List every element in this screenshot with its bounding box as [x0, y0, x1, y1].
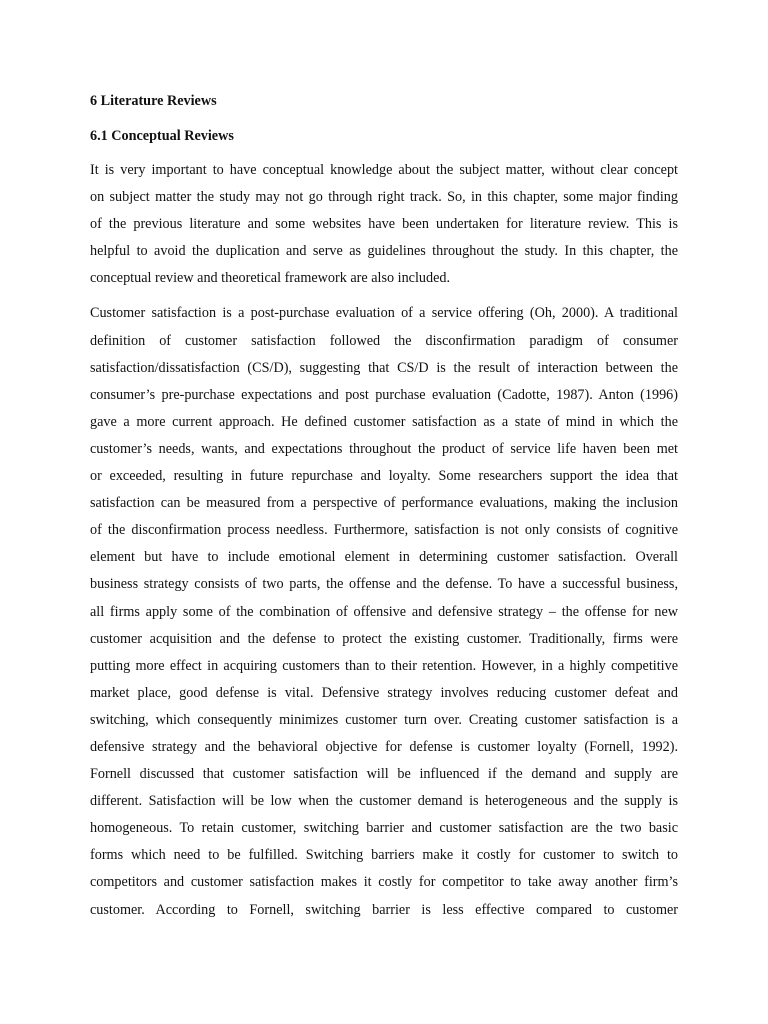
text-line: satisfaction can be measured from a perspective of performance evaluations, making the inclusion [90, 495, 678, 512]
text-line: conceptual review and theoretical framework are also included. [90, 270, 451, 287]
text-line: on subject matter the study may not go through right track. So, in this chapter, some major finding [90, 189, 678, 206]
text-line: customer acquisition and the defense to protect the existing customer. Traditionally, firms were [90, 630, 678, 647]
text-line: customer. According to Fornell, switching barrier is less effective compared to customer [90, 901, 678, 918]
text-line: Customer satisfaction is a post-purchase evaluation of a service offering (Oh, 2000). A traditional [90, 305, 678, 322]
text-line: business strategy consists of two parts, the offense and the defense. To have a successful business, [90, 576, 678, 593]
text-line: forms which need to be fulfilled. Switching barriers make it costly for customer to switch to [90, 847, 678, 864]
section-heading: 6 Literature Reviews [90, 93, 217, 109]
text-line: Fornell discussed that customer satisfaction will be influenced if the demand and supply are [90, 766, 678, 783]
text-line: defensive strategy and the behavioral objective for defense is customer loyalty (Fornell, 1992). [90, 738, 678, 755]
subsection-heading: 6.1 Conceptual Reviews [90, 128, 234, 144]
text-line: or exceeded, resulting in future repurchase and loyalty. Some researchers support the idea that [90, 468, 678, 485]
text-line: helpful to avoid the duplication and serve as guidelines throughout the study. In this chapter, the [90, 243, 678, 260]
document-body [90, 89, 678, 924]
text-line: customer’s needs, wants, and expectations throughout the product of service life haven been met [90, 440, 678, 457]
text-line: definition of customer satisfaction followed the disconfirmation paradigm of consumer [90, 332, 678, 349]
text-line: of the previous literature and some websites have been undertaken for literature review. This is [90, 216, 678, 233]
text-line: gave a more current approach. He defined customer satisfaction as a state of mind in which the [90, 413, 678, 430]
text-line: different. Satisfaction will be low when the customer demand is heterogeneous and the supply is [90, 793, 678, 810]
text-line: putting more effect in acquiring customers than to their retention. However, in a highly competitive [90, 657, 678, 674]
text-line: element but have to include emotional element in determining customer satisfaction. Overall [90, 549, 678, 566]
paragraph-customer-satisfaction [90, 300, 678, 923]
text-line: competitors and customer satisfaction makes it costly for competitor to take away another firm’s [90, 874, 678, 891]
text-line: market place, good defense is vital. Defensive strategy involves reducing customer defeat and [90, 684, 678, 701]
text-line: all firms apply some of the combination of offensive and defensive strategy – the offense for new [90, 603, 678, 620]
text-line: It is very important to have conceptual knowledge about the subject matter, without clear concept [90, 162, 678, 178]
paragraph-intro [90, 157, 678, 292]
text-line: satisfaction/dissatisfaction (CS/D), suggesting that CS/D is the result of interaction between the [90, 359, 678, 376]
text-line: consumer’s pre-purchase expectations and post purchase evaluation (Cadotte, 1987). Anton (1996) [90, 386, 678, 403]
text-line: of the disconfirmation process needless. Furthermore, satisfaction is not only consists of cognitive [90, 522, 678, 539]
text-line: switching, which consequently minimizes customer turn over. Creating customer satisfaction is a [90, 711, 678, 728]
text-line: homogeneous. To retain customer, switching barrier and customer satisfaction are the two basic [90, 820, 678, 837]
